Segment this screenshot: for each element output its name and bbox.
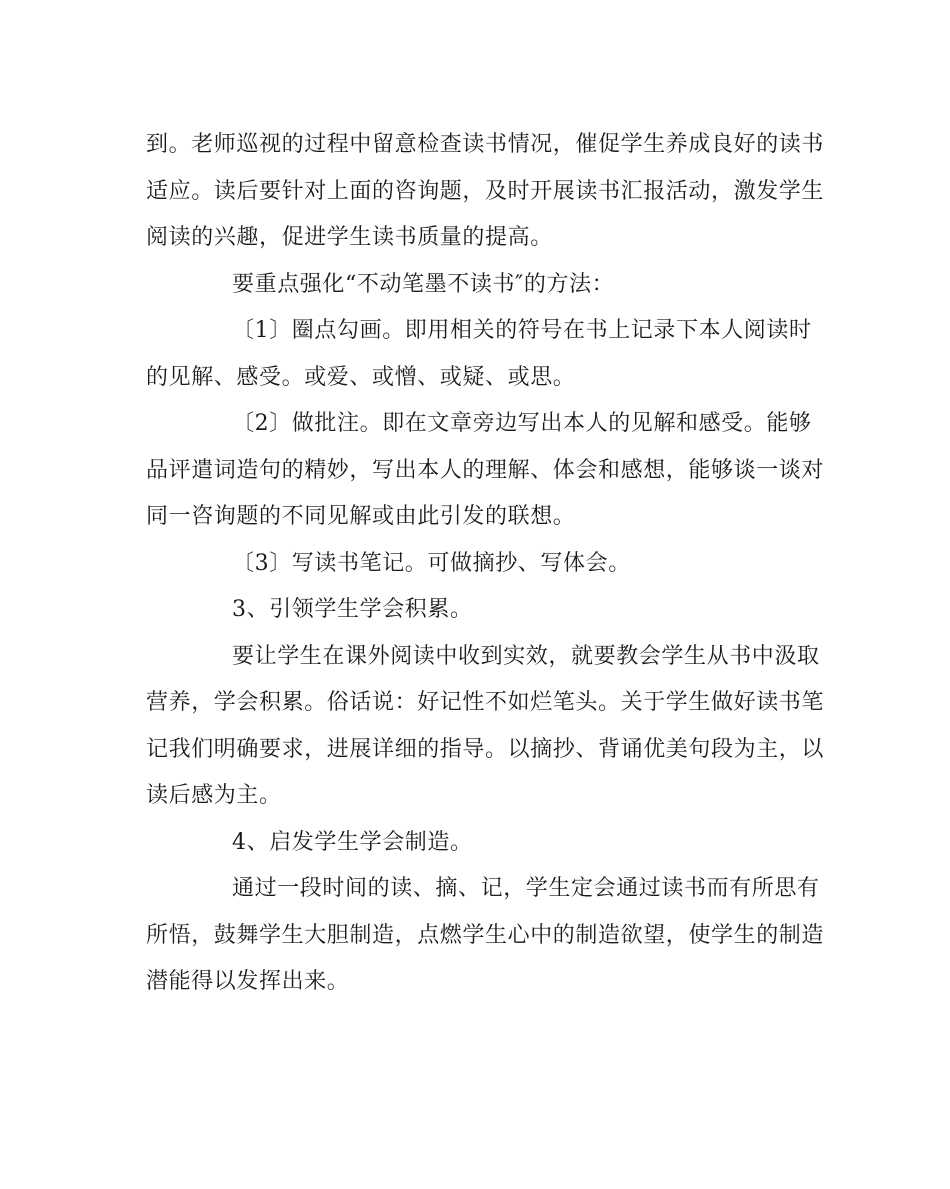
text-line: 通过一段时间的读、摘、记，学生定会通过读书而有所思有 — [232, 876, 820, 901]
text-line: 〔2〕做批注。即在文章旁边写出本人的见解和感受。能够 — [232, 411, 812, 436]
text-line: 记我们明确要求，进展详细的指导。以摘抄、背诵优美句段为主，以 — [146, 736, 825, 762]
text-line: 4、启发学生学会制造。 — [232, 829, 473, 855]
text-line: 适应。读后要针对上面的咨询题，及时开展读书汇报活动，激发学生 — [146, 178, 825, 204]
text-line: 营养，学会积累。俗话说：好记性不如烂笔头。关于学生做好读书笔 — [146, 690, 825, 715]
text-line: 品评遣词造句的精妙，写出本人的理解、体会和感想，能够谈一谈对 — [146, 457, 825, 483]
text-line: 要重点强化“不动笔墨不读书″的方法： — [232, 271, 615, 297]
text-line: 同一咨询题的不同见解或由此引发的联想。 — [146, 504, 576, 529]
text-line: 〔3〕写读书笔记。可做摘抄、写体会。 — [232, 550, 631, 576]
text-line: 到。老师巡视的过程中留意检查读书情况，催促学生养成良好的读书 — [146, 132, 825, 157]
text-line: 潜能得以发挥出来。 — [146, 969, 350, 994]
body-text — [146, 122, 825, 1006]
text-line: 〔1〕圈点勾画。即用相关的符号在书上记录下本人阅读时 — [232, 318, 812, 343]
text-line: 阅读的兴趣，促进学生读书质量的提高。 — [146, 225, 553, 250]
text-line: 要让学生在课外阅读中收到实效，就要教会学生从书中汲取 — [232, 643, 820, 669]
text-line: 读后感为主。 — [146, 783, 282, 808]
text-line: 3、引领学生学会积累。 — [232, 597, 473, 622]
text-line: 的见解、感受。或爱、或憎、或疑、或思。 — [146, 364, 576, 390]
text-line: 所悟，鼓舞学生大胆制造，点燃学生心中的制造欲望，使学生的制造 — [146, 922, 825, 948]
